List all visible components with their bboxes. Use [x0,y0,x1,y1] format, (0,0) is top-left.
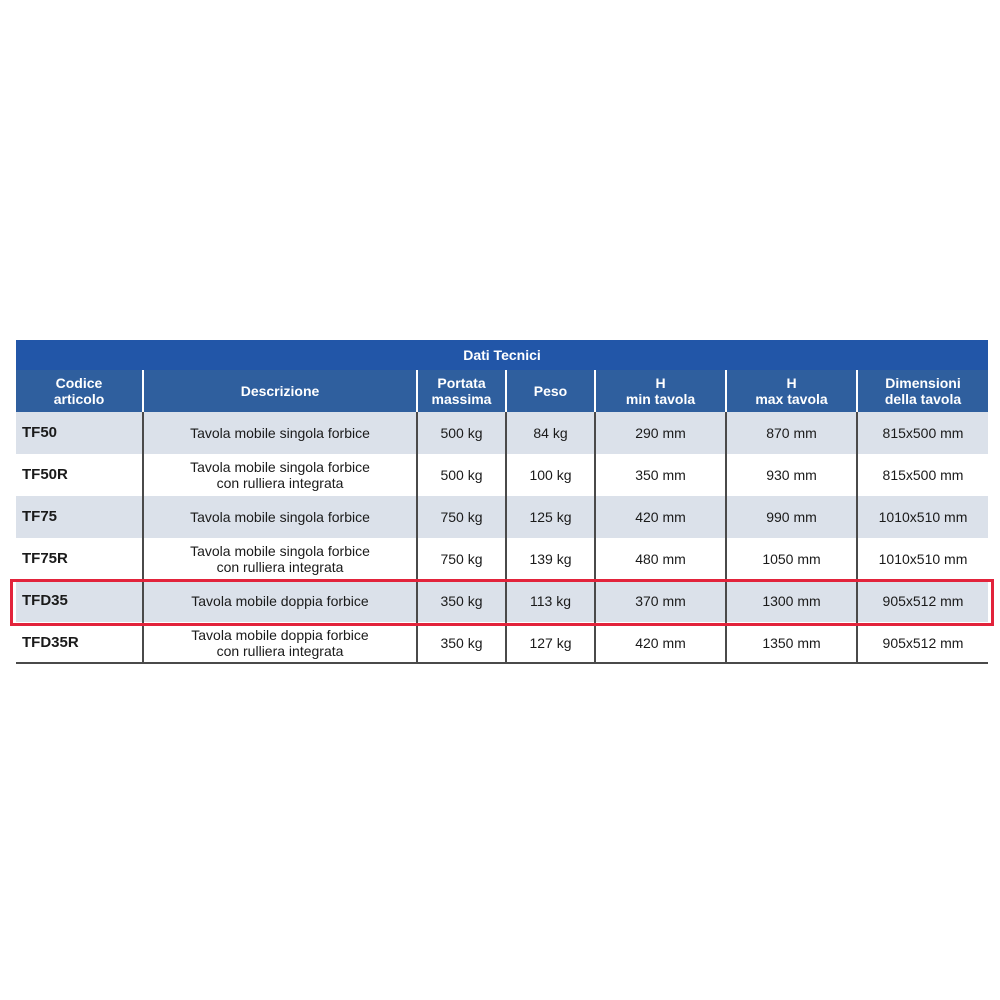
cell-code: TFD35 [22,592,68,609]
cell-portata: 500 kg [416,412,505,454]
cell-code: TFD35R [22,634,79,651]
specs-table [16,370,988,664]
table-row [16,538,988,580]
table-row [16,622,988,664]
cell-code: TF50R [22,466,68,483]
table-title: Dati Tecnici [16,340,988,370]
cell-code: TF75R [22,550,68,567]
cell-dimensions: 815x500 mm [856,454,988,496]
header-dimensioni: Dimensioni della tavola [856,370,988,412]
table-header-row [16,370,988,412]
header-h-max: H max tavola [725,370,856,412]
cell-h-max: 990 mm [725,496,856,538]
cell-code: TF75 [22,508,58,525]
cell-h-max: 1300 mm [725,580,856,622]
cell-portata: 350 kg [416,580,505,622]
cell-peso: 113 kg [505,580,594,622]
cell-portata: 500 kg [416,454,505,496]
cell-h-max: 1350 mm [725,622,856,664]
cell-dimensions: 815x500 mm [856,412,988,454]
cell-peso: 127 kg [505,622,594,664]
header-peso: Peso [505,370,594,412]
cell-h-min: 420 mm [594,496,725,538]
cell-description: Tavola mobile singola forbice con rulliera integrata [142,454,416,496]
header-descrizione: Descrizione [142,370,416,412]
header-h-min: H min tavola [594,370,725,412]
cell-h-min: 290 mm [594,412,725,454]
cell-dimensions: 905x512 mm [856,580,988,622]
cell-description: Tavola mobile singola forbice [142,412,416,454]
cell-description: Tavola mobile singola forbice [142,496,416,538]
cell-peso: 139 kg [505,538,594,580]
cell-h-min: 420 mm [594,622,725,664]
cell-description: Tavola mobile doppia forbice con rulliera integrata [142,622,416,664]
cell-dimensions: 1010x510 mm [856,496,988,538]
cell-description: Tavola mobile doppia forbice [142,580,416,622]
cell-portata: 350 kg [416,622,505,664]
cell-h-min: 480 mm [594,538,725,580]
cell-h-min: 350 mm [594,454,725,496]
cell-h-min: 370 mm [594,580,725,622]
cell-peso: 125 kg [505,496,594,538]
table-bottom-rule [16,662,988,664]
header-portata: Portata massima [416,370,505,412]
cell-peso: 84 kg [505,412,594,454]
cell-dimensions: 905x512 mm [856,622,988,664]
cell-portata: 750 kg [416,496,505,538]
header-codice: Codice articolo [53,375,105,407]
table-row [16,580,988,622]
cell-peso: 100 kg [505,454,594,496]
cell-h-max: 870 mm [725,412,856,454]
table-row [16,496,988,538]
cell-description: Tavola mobile singola forbice con rulliera integrata [142,538,416,580]
cell-code: TF50 [22,424,58,441]
cell-portata: 750 kg [416,538,505,580]
table-row [16,412,988,454]
cell-h-max: 930 mm [725,454,856,496]
table-row [16,454,988,496]
cell-dimensions: 1010x510 mm [856,538,988,580]
cell-h-max: 1050 mm [725,538,856,580]
